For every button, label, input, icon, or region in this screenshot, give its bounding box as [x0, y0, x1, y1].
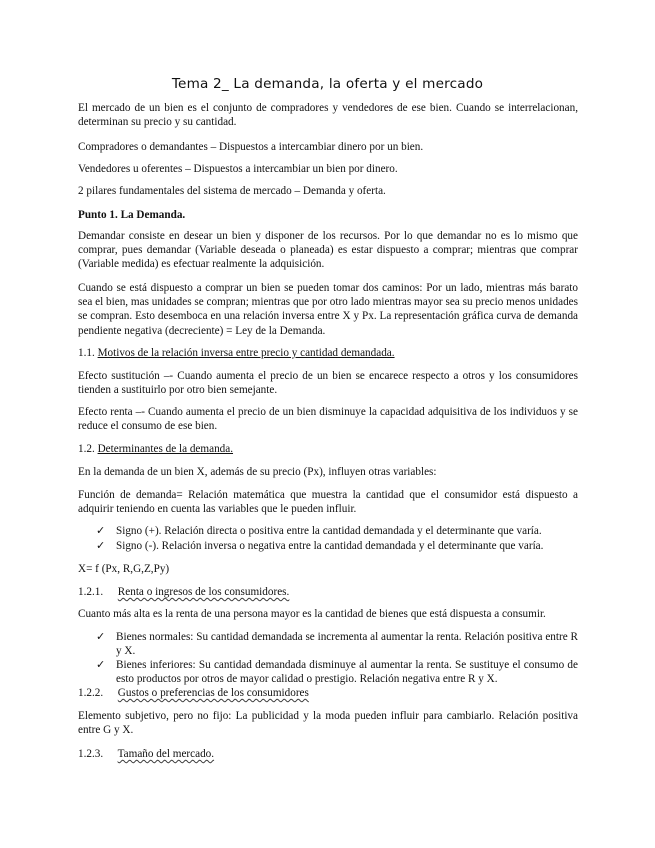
document-title: Tema 2_ La demanda, la oferta y el mercado	[171, 76, 484, 92]
subsection-number: 1.1.	[78, 347, 95, 359]
demandar-paragraph: Demandar consiste en desear un bien y disponer de los recursos. Por lo que demandar no es lo mismo que comprar, pues demandar (Variable deseada o planeada) es estar dispuesto a comprar; mientras que comprar (Variable medida) es efectuar realmente la adquisición.	[78, 230, 578, 271]
formula-line: X= f (Px, R,G,Z,Py)	[78, 563, 170, 575]
list-item-text: Bienes inferiores: Su cantidad demandada disminuye al aumentar la renta. Se sustituye el consumo de esto productos por otros de mayor calidad o prestigio. Relación negativa entre R y X.	[116, 659, 578, 686]
check-icon: ✓	[96, 539, 106, 552]
gustos-paragraph: Elemento subjetivo, pero no fijo: La publicidad y la moda pueden influir para cambiarlo. Relación positiva entre G y X.	[78, 710, 578, 737]
subsection-heading-1-2-2	[78, 686, 578, 700]
subsection-title: Motivos de la relación inversa entre precio y cantidad demandada.	[97, 347, 395, 359]
section-heading-punto-1: Punto 1. La Demanda.	[78, 209, 186, 221]
demanda-bien-x-line: En la demanda de un bien X, además de su precio (Px), influyen otras variables:	[78, 466, 437, 478]
list-item-text: Signo (-). Relación inversa o negativa entre la cantidad demandada y el determinante que varía.	[116, 540, 544, 552]
subsection-title: Determinantes de la demanda.	[97, 443, 234, 455]
check-icon: ✓	[96, 658, 106, 671]
efecto-sustitucion-paragraph: Efecto sustitución –- Cuando aumenta el precio de un bien se encarece respecto a otros y los consumidores tienden a sustituirlo por otro bien semejante.	[78, 370, 578, 397]
efecto-renta-paragraph: Efecto renta –- Cuando aumenta el precio de un bien disminuye la capacidad adquisitiva de los individuos y se reduce el consumo de ese bien.	[78, 406, 578, 433]
subsection-heading-1-2-3	[78, 747, 578, 761]
subsection-title: Gustos o preferencias de los consumidores	[117, 687, 309, 699]
renta-paragraph: Cuanto más alta es la renta de una persona mayor es la cantidad de bienes que está dispuesta a consumir.	[78, 608, 546, 620]
subsection-number: 1.2.	[78, 443, 95, 455]
subsection-number: 1.2.1.	[78, 586, 104, 598]
check-icon: ✓	[96, 524, 106, 537]
subsection-number: 1.2.3.	[78, 748, 104, 760]
list-item	[96, 630, 578, 658]
list-item	[96, 539, 578, 553]
vendedores-line: Vendedores u oferentes – Dispuestos a intercambiar un bien por dinero.	[78, 163, 398, 175]
subsection-number: 1.2.2.	[78, 687, 104, 699]
check-icon: ✓	[96, 630, 106, 643]
subsection-title: Tamaño del mercado.	[117, 748, 215, 760]
compradores-line: Compradores o demandantes – Dispuestos a intercambiar dinero por un bien.	[78, 141, 424, 153]
list-item-text: Signo (+). Relación directa o positiva entre la cantidad demandada y el determinante que varía.	[116, 525, 542, 537]
list-item-text: Bienes normales: Su cantidad demandada se incrementa al aumentar la renta. Relación positiva entre R y X.	[116, 631, 578, 658]
caminos-paragraph: Cuando se está dispuesto a comprar un bien se pueden tomar dos caminos: Por un lado, mientras más barato sea el bien, mas unidades se compran; mientras que por otro lado mientras mayor sea su precio menos unidades se compran. Esto desemboca en una relación inversa entre X y Px. La representación gráfica curva de demanda pendiente negativa (decreciente) = Ley de la Demanda.	[78, 282, 578, 337]
subsection-heading-1-2	[78, 442, 578, 456]
funcion-demanda-paragraph: Función de demanda= Relación matemática que muestra la cantidad que el consumidor está dispuesto a adquirir teniendo en cuenta las variables que le pueden influir.	[78, 489, 578, 516]
list-item	[96, 524, 578, 538]
subsection-heading-1-1	[78, 346, 578, 360]
intro-paragraph: El mercado de un bien es el conjunto de compradores y vendedores de ese bien. Cuando se interrelacionan, determinan su precio y su cantidad.	[78, 102, 578, 129]
list-item	[96, 658, 578, 686]
subsection-heading-1-2-1	[78, 585, 578, 599]
subsection-title: Renta o ingresos de los consumidores.	[117, 586, 290, 598]
pilares-line: 2 pilares fundamentales del sistema de mercado – Demanda y oferta.	[78, 185, 386, 197]
